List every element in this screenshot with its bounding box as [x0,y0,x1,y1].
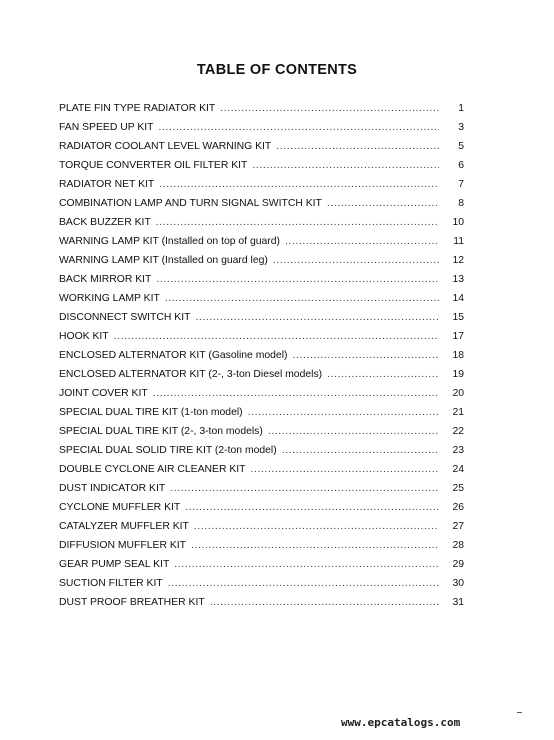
toc-dot-leader [153,388,439,399]
toc-entry[interactable] [59,540,464,559]
toc-entry-page-number: 28 [452,540,464,551]
toc-entry-label: SUCTION FILTER KIT [59,578,163,589]
toc-entry-label: GEAR PUMP SEAL KIT [59,559,170,570]
toc-entry[interactable] [59,274,464,293]
toc-dot-leader [285,236,439,247]
toc-entry[interactable] [59,464,464,483]
toc-entry-page-number: 29 [452,559,464,570]
toc-dot-leader [156,274,439,285]
page-title: TABLE OF CONTENTS [196,62,358,78]
toc-dot-leader [185,502,439,513]
toc-entry-label: JOINT COVER KIT [59,388,148,399]
toc-entry[interactable] [59,407,464,426]
toc-dot-leader [327,369,439,380]
toc-entry[interactable] [59,483,464,502]
toc-entry-label: WARNING LAMP KIT (Installed on guard leg) [59,255,268,266]
toc-entry-page-number: 20 [452,388,464,399]
toc-entry[interactable] [59,331,464,350]
toc-entry-page-number: 8 [458,198,464,209]
toc-dot-leader [174,559,439,570]
toc-entry-page-number: 3 [458,122,464,133]
toc-entry[interactable] [59,521,464,540]
toc-entry-label: ENCLOSED ALTERNATOR KIT (Gasoline model) [59,350,288,361]
toc-entry-label: DIFFUSION MUFFLER KIT [59,540,186,551]
toc-entry-page-number: 21 [452,407,464,418]
toc-dot-leader [191,540,439,551]
toc-entry[interactable] [59,445,464,464]
toc-entry[interactable] [59,122,464,141]
toc-entry-page-number: 17 [452,331,464,342]
toc-entry-label: SPECIAL DUAL SOLID TIRE KIT (2-ton model) [59,445,277,456]
toc-entry[interactable] [59,578,464,597]
toc-entry[interactable] [59,103,464,122]
toc-dot-leader [276,141,439,152]
toc-entry[interactable] [59,198,464,217]
toc-entry-label: DUST INDICATOR KIT [59,483,166,494]
toc-dot-leader [195,312,439,323]
toc-entry-page-number: 1 [458,103,464,114]
toc-entry-label: CYCLONE MUFFLER KIT [59,502,181,513]
toc-dot-leader [248,407,439,418]
toc-entry-page-number: 26 [452,502,464,513]
toc-entry-label: RADIATOR NET KIT [59,179,155,190]
toc-entry-label: WARNING LAMP KIT (Installed on top of guard) [59,236,280,247]
toc-entry-label: ENCLOSED ALTERNATOR KIT (2-, 3-ton Diesel models) [59,369,323,380]
toc-entry-label: RADIATOR COOLANT LEVEL WARNING KIT [59,141,272,152]
toc-entry-page-number: 30 [452,578,464,589]
toc-entry[interactable] [59,559,464,578]
toc-entry-page-number: 14 [452,293,464,304]
toc-entry-page-number: 19 [452,369,464,380]
toc-dot-leader [252,160,439,171]
toc-entry-page-number: 10 [452,217,464,228]
toc-dot-leader [220,103,439,114]
toc-entry[interactable] [59,388,464,407]
table-of-contents [59,103,464,616]
toc-entry-page-number: 12 [452,255,464,266]
toc-entry-page-number: 6 [458,160,464,171]
toc-entry[interactable] [59,502,464,521]
toc-entry-page-number: 31 [452,597,464,608]
toc-dot-leader [114,331,439,342]
toc-entry[interactable] [59,369,464,388]
toc-entry-label: BACK MIRROR KIT [59,274,152,285]
toc-dot-leader [292,350,439,361]
toc-entry-label: HOOK KIT [59,331,109,342]
toc-entry-page-number: 11 [453,236,464,247]
toc-dot-leader [159,179,439,190]
toc-entry[interactable] [59,312,464,331]
toc-entry-page-number: 25 [452,483,464,494]
toc-entry-label: WORKING LAMP KIT [59,293,160,304]
toc-dot-leader [268,426,439,437]
toc-entry[interactable] [59,217,464,236]
toc-entry-label: CATALYZER MUFFLER KIT [59,521,189,532]
toc-entry-label: SPECIAL DUAL TIRE KIT (1-ton model) [59,407,243,418]
toc-dot-leader [210,597,439,608]
toc-dot-leader [159,122,439,133]
toc-dot-leader [251,464,439,475]
toc-entry-label: DOUBLE CYCLONE AIR CLEANER KIT [59,464,246,475]
toc-entry-label: DUST PROOF BREATHER KIT [59,597,205,608]
toc-entry-label: FAN SPEED UP KIT [59,122,154,133]
toc-entry-label: DISCONNECT SWITCH KIT [59,312,191,323]
toc-dot-leader [273,255,439,266]
toc-dot-leader [170,483,439,494]
toc-entry-label: TORQUE CONVERTER OIL FILTER KIT [59,160,248,171]
footer-watermark-url: www.epcatalogs.com [341,716,461,729]
toc-entry-page-number: 27 [452,521,464,532]
toc-entry[interactable] [59,160,464,179]
toc-dot-leader [156,217,439,228]
toc-entry[interactable] [59,255,464,274]
toc-entry-label: COMBINATION LAMP AND TURN SIGNAL SWITCH KIT [59,198,322,209]
toc-entry-page-number: 22 [452,426,464,437]
toc-entry[interactable] [59,426,464,445]
toc-entry-page-number: 5 [458,141,464,152]
toc-entry-page-number: 15 [452,312,464,323]
toc-entry-label: SPECIAL DUAL TIRE KIT (2-, 3-ton models) [59,426,263,437]
toc-entry-page-number: 18 [452,350,464,361]
toc-entry-page-number: 7 [458,179,464,190]
toc-dot-leader [282,445,439,456]
toc-entry[interactable] [59,141,464,160]
toc-entry-page-number: 13 [452,274,464,285]
footer-dash-mark [517,712,522,713]
toc-entry[interactable] [59,293,464,312]
toc-entry-page-number: 24 [452,464,464,475]
toc-entry-label: BACK BUZZER KIT [59,217,151,228]
toc-entry-label: PLATE FIN TYPE RADIATOR KIT [59,103,216,114]
toc-entry[interactable] [59,597,464,616]
toc-entry[interactable] [59,350,464,369]
toc-entry[interactable] [59,179,464,198]
toc-dot-leader [168,578,439,589]
toc-entry-page-number: 23 [452,445,464,456]
toc-dot-leader [194,521,439,532]
toc-entry[interactable] [59,236,464,255]
toc-dot-leader [327,198,439,209]
toc-dot-leader [165,293,439,304]
